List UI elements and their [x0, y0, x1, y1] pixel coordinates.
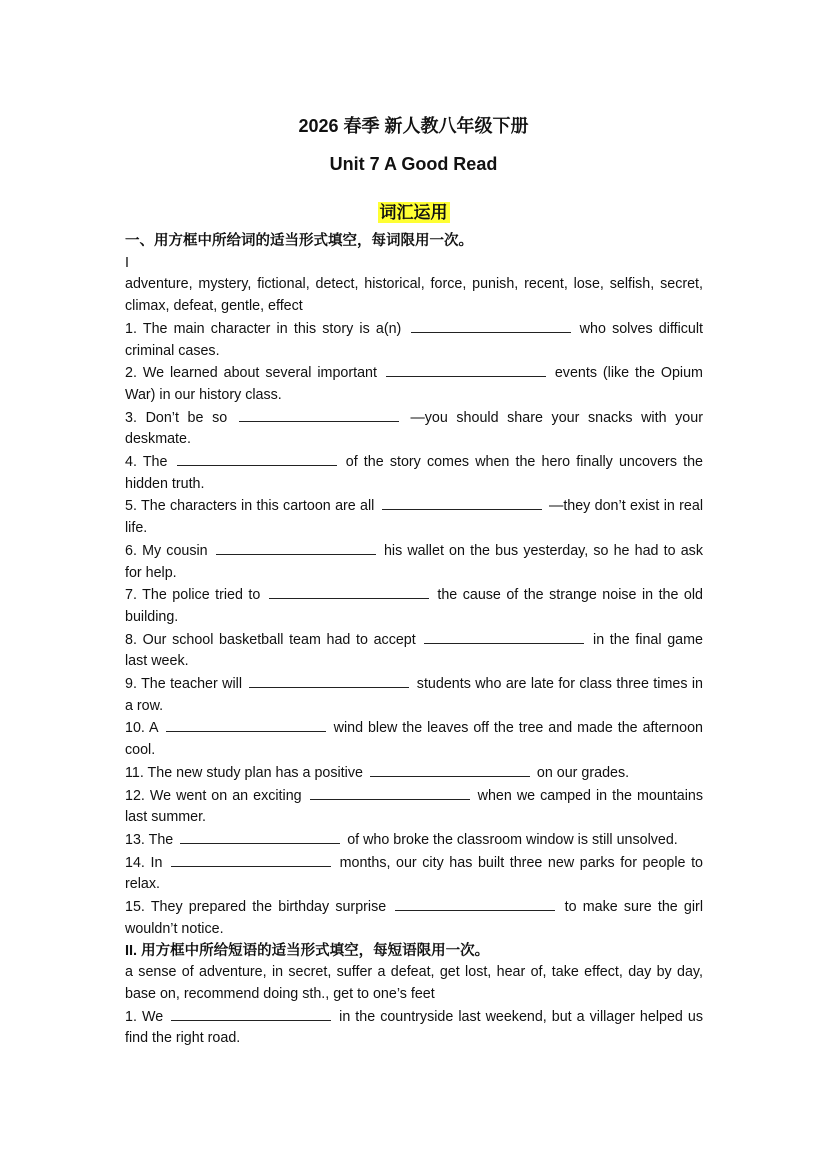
answer-blank[interactable]	[370, 762, 530, 777]
document-title: 2026 春季 新人教八年级下册	[298, 116, 529, 136]
unit-title: Unit 7 A Good Read	[329, 154, 498, 174]
answer-blank[interactable]	[395, 896, 555, 911]
question-text-before: We	[141, 1008, 164, 1025]
question-text-after: who solves difficult criminal cases.	[125, 320, 703, 359]
question-text-before: My cousin	[142, 542, 208, 559]
question-text-after: —they don’t exist in real life.	[125, 498, 703, 537]
question-text-before: They prepared the birthday surprise	[150, 899, 387, 916]
question-number: 8.	[125, 631, 137, 648]
question-text-before: In	[150, 854, 163, 871]
question-item	[125, 717, 703, 761]
question-item	[125, 540, 703, 584]
question-text-before: A	[149, 720, 158, 737]
part1-marker: I	[125, 254, 129, 271]
question-text-after: in the final game last week.	[125, 631, 703, 670]
answer-blank[interactable]	[269, 584, 429, 599]
question-item	[125, 673, 703, 717]
question-text-after: when we camped in the mountains last summer.	[125, 787, 703, 826]
word-box: adventure, mystery, fictional, detect, historical, force, punish, recent, lose, selfish, secret, climax, defeat, gentle, effect	[125, 276, 703, 315]
question-number: 6.	[125, 542, 137, 559]
question-text-after: months, our city has built three new parks for people to relax.	[125, 854, 703, 893]
question-text-after: students who are late for class three times in a row.	[125, 676, 703, 714]
question-number: 2.	[125, 365, 137, 382]
section-title	[0, 198, 827, 223]
answer-blank[interactable]	[171, 1006, 331, 1021]
question-number: 7.	[125, 587, 137, 604]
exercise-content	[125, 231, 703, 1050]
question-text-after: to make sure the girl wouldn’t notice.	[125, 899, 703, 937]
question-item	[125, 451, 703, 495]
phrase-box: a sense of adventure, in secret, suffer a defeat, get lost, hear of, take effect, day by day, base on, recommend doing sth., get to one’s feet	[125, 964, 703, 1002]
question-text-before: The main character in this story is a(n)	[142, 320, 402, 337]
question-item	[125, 1006, 703, 1050]
question-item	[125, 762, 703, 785]
question-number: 1.	[125, 1008, 137, 1025]
question-item	[125, 896, 703, 940]
question-number: 12.	[125, 787, 145, 804]
question-text-before: The	[148, 831, 174, 848]
answer-blank[interactable]	[249, 673, 409, 688]
question-number: 9.	[125, 676, 137, 693]
question-text-after: events (like the Opium War) in our history class.	[125, 365, 703, 403]
question-number: 13.	[125, 831, 145, 848]
question-number: 15.	[125, 899, 145, 916]
question-item	[125, 629, 703, 673]
answer-blank[interactable]	[382, 495, 542, 510]
question-text-before: The new study plan has a positive	[147, 764, 363, 781]
question-text-after: —you should share your snacks with your deskmate.	[125, 409, 703, 448]
question-text-before: Don’t be so	[145, 409, 228, 426]
answer-blank[interactable]	[411, 318, 571, 333]
question-item	[125, 362, 703, 406]
answer-blank[interactable]	[166, 717, 326, 732]
answer-blank[interactable]	[386, 362, 546, 377]
question-text-after: in the countryside last weekend, but a villager helped us find the right road.	[125, 1008, 703, 1047]
question-item	[125, 584, 703, 628]
question-text-after: of who broke the classroom window is still unsolved.	[347, 831, 678, 848]
part2-instruction: II. 用方框中所给短语的适当形式填空，每短语限用一次。	[125, 942, 490, 959]
section-title-highlight: 词汇运用	[379, 203, 448, 222]
question-text-before: The teacher will	[141, 676, 243, 693]
part1-items	[125, 318, 703, 941]
question-text-before: The	[142, 454, 168, 471]
answer-blank[interactable]	[171, 852, 331, 867]
question-item	[125, 785, 703, 829]
question-number: 10.	[125, 720, 145, 737]
part2-items	[125, 1006, 703, 1050]
question-item	[125, 495, 703, 539]
answer-blank[interactable]	[180, 829, 340, 844]
answer-blank[interactable]	[216, 540, 376, 555]
question-text-after: wind blew the leaves off the tree and made the afternoon cool.	[125, 720, 703, 759]
question-item	[125, 318, 703, 362]
question-number: 4.	[125, 454, 137, 471]
question-item	[125, 829, 703, 852]
question-number: 11.	[125, 764, 144, 781]
question-number: 1.	[125, 320, 137, 337]
question-text-after: of the story comes when the hero finally uncovers the hidden truth.	[125, 454, 703, 492]
answer-blank[interactable]	[424, 629, 584, 644]
question-number: 14.	[125, 854, 145, 871]
question-text-before: Our school basketball team had to accept	[142, 631, 416, 648]
question-item	[125, 407, 703, 451]
question-number: 5.	[125, 498, 137, 515]
answer-blank[interactable]	[239, 407, 399, 422]
answer-blank[interactable]	[310, 785, 470, 800]
answer-blank[interactable]	[177, 451, 337, 466]
question-text-before: The police tried to	[142, 587, 261, 604]
question-item	[125, 852, 703, 896]
question-text-after: the cause of the strange noise in the old building.	[125, 587, 704, 625]
question-number: 3.	[125, 409, 137, 426]
question-text-before: We went on an exciting	[149, 787, 302, 804]
part1-instruction: 一、用方框中所给词的适当形式填空，每词限用一次。	[125, 233, 473, 249]
question-text-before: We learned about several important	[142, 365, 377, 382]
question-text-before: The characters in this cartoon are all	[141, 498, 375, 515]
question-text-after: on our grades.	[536, 764, 630, 781]
question-text-after: his wallet on the bus yesterday, so he had to ask for help.	[125, 542, 703, 581]
